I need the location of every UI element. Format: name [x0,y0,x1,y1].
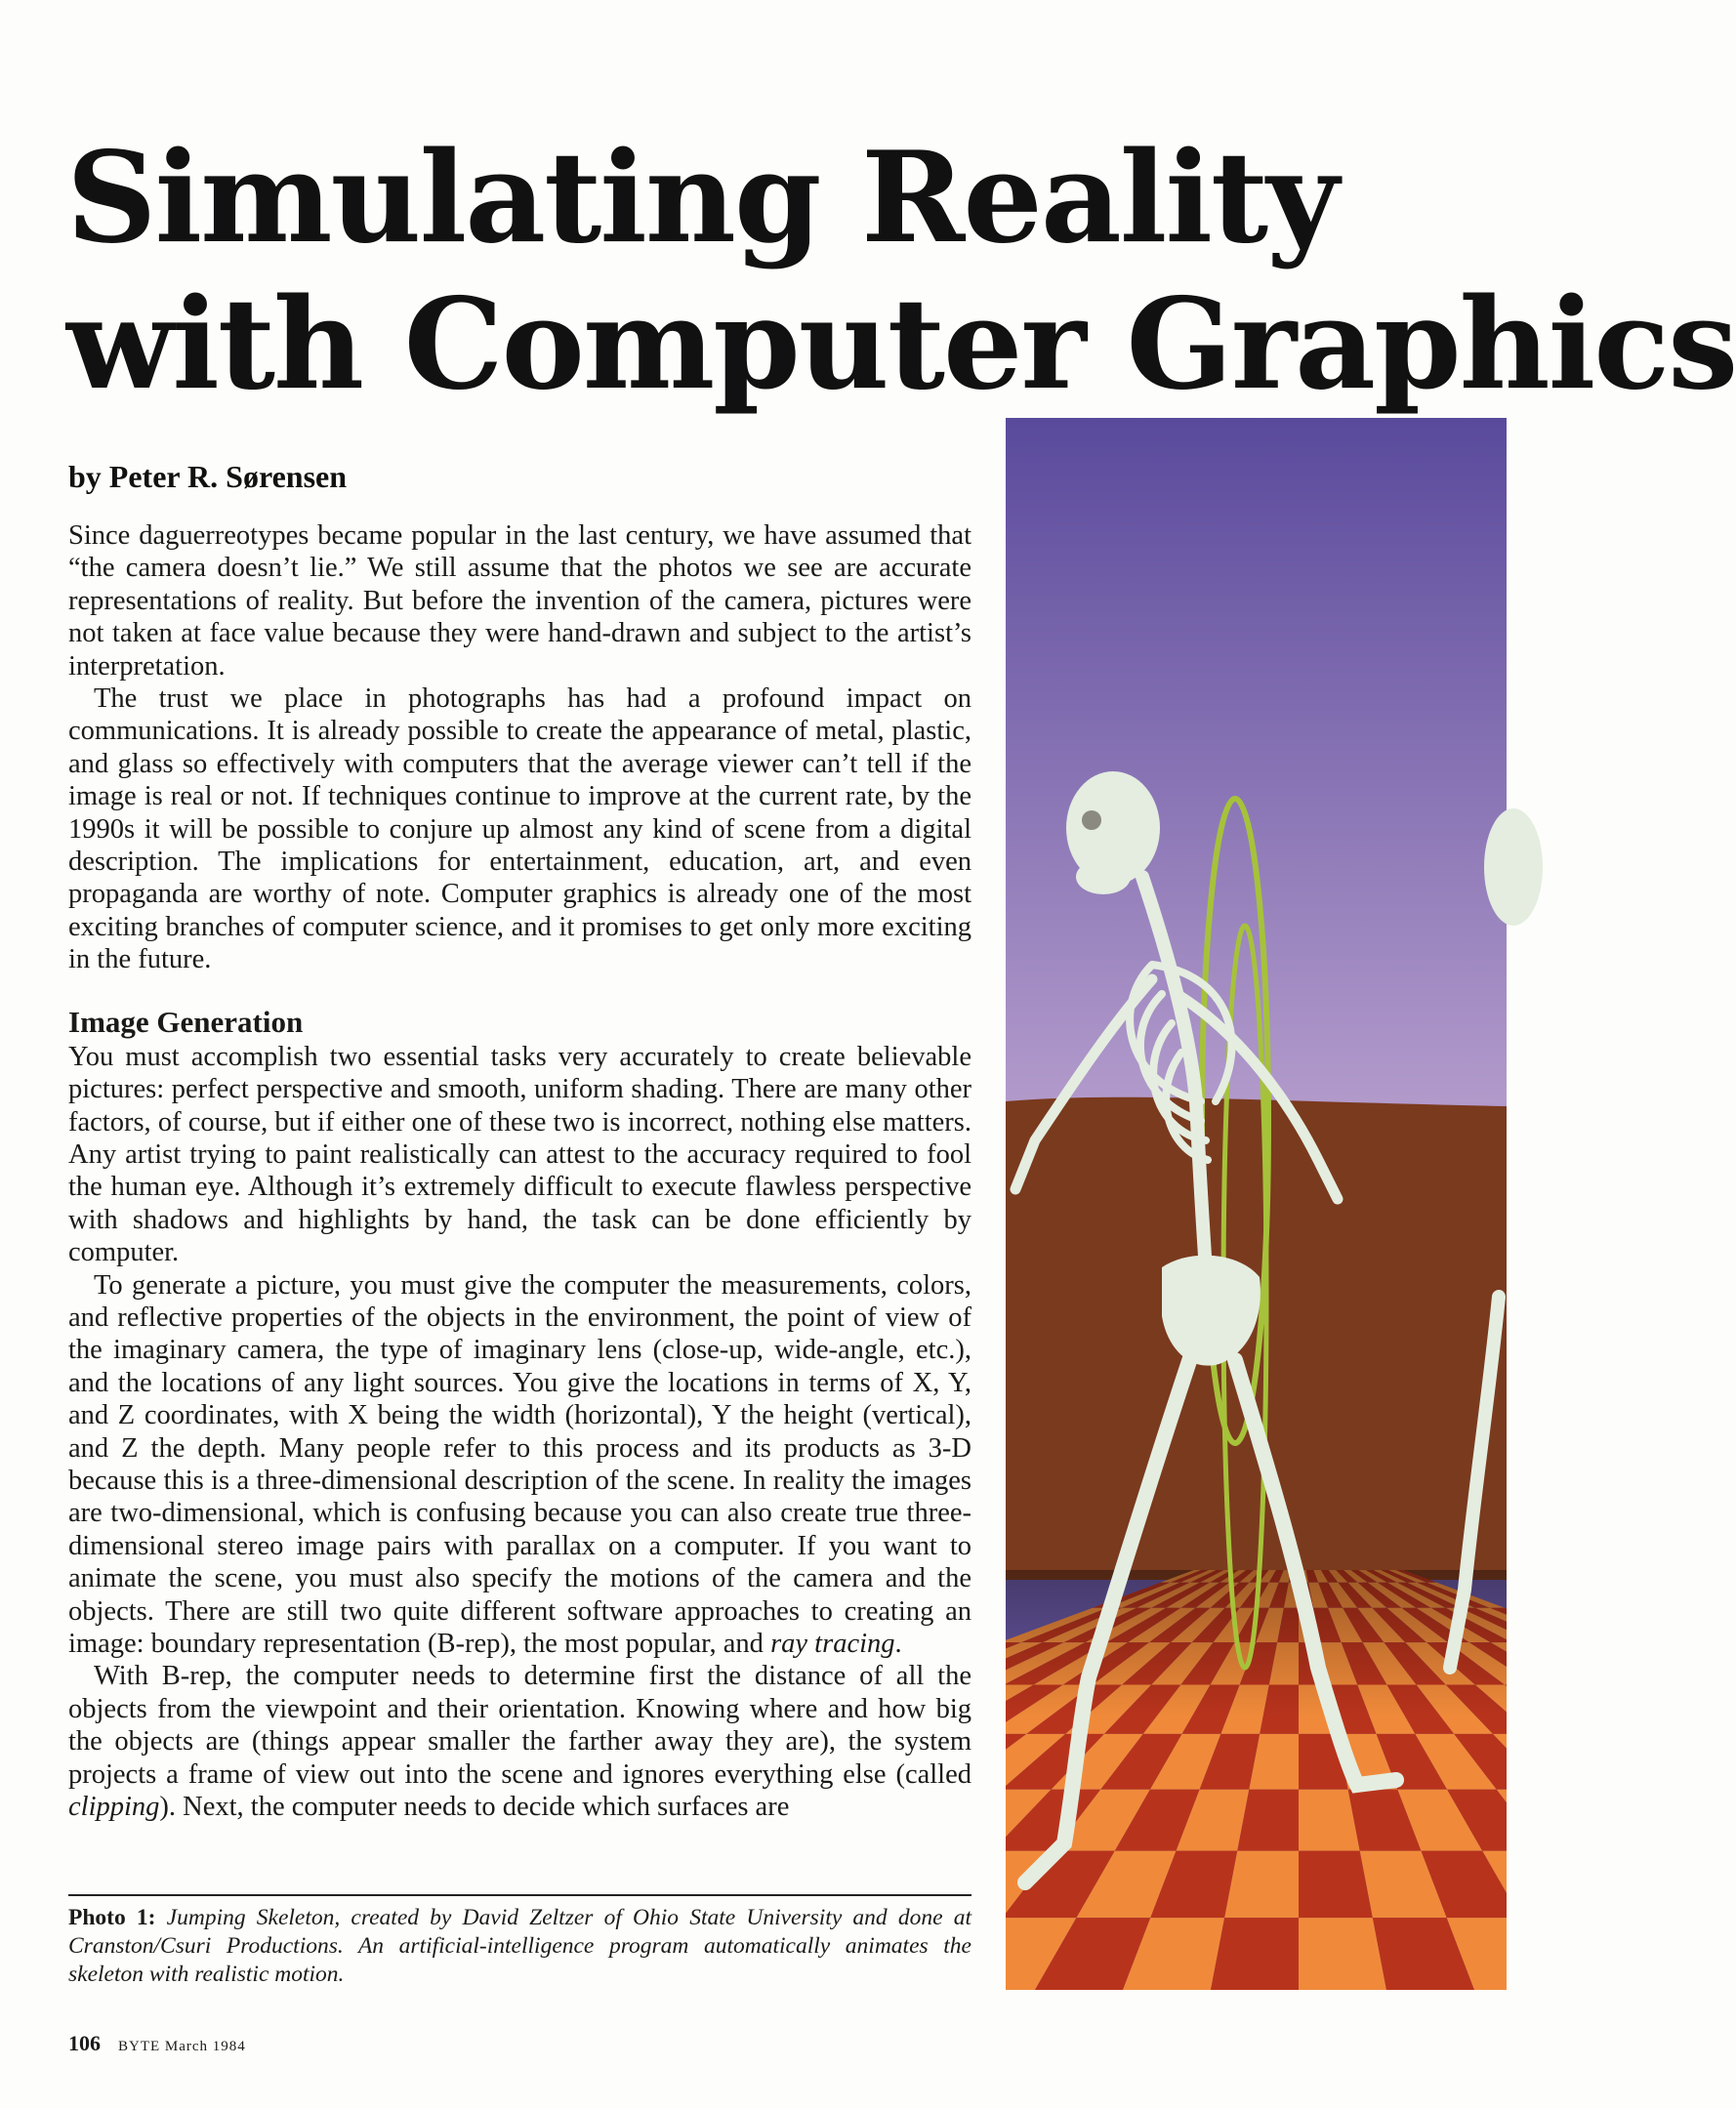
clipping-term: clipping [68,1792,160,1823]
page-number: 106 [68,2031,101,2055]
paragraph-section-2-end: . [894,1629,902,1659]
paragraph-section-3-text: With B-rep, the computer needs to determine first the distance of all the objects from the viewpoint and their orientation. Knowing where and how big the objects are (things appear smaller the farther away they are), the system projects a frame of view out into the scene and ignores everything else (called [68,1661,971,1790]
ray-tracing-term: ray tracing [770,1629,895,1659]
floor-tile [1576,1642,1711,1684]
title-line-2: with Computer Graphics [66,271,1736,418]
floor-tile [1666,1851,1736,1919]
floor-tile [1571,1734,1695,1790]
jaw [1076,859,1131,894]
paragraph-section-3 [68,1660,971,1823]
page-footer [68,2031,246,2056]
skeleton-photo [1006,418,1507,1990]
floor-tile [1605,1851,1736,1919]
section-heading: Image Generation [68,1004,304,1039]
floor-tile [1648,1734,1736,1790]
floor-tile [1681,1684,1736,1733]
title-line-1: Simulating Reality [66,125,1338,271]
paragraph-section-1: You must accomplish two essential tasks very accurately to create believable pictures: perfect perspective and smooth, uniform shading. There are many other factors, of course, but if either one of these two is incorrect, nothing else matters. Any artist trying to paint realistically can attest to the accuracy required to fool the human eye. Although it’s extremely difficult to execute flawless perspective with shadows and highlights by hand, the task can be done efficiently by computer. [68,1041,971,1268]
floor-tile [1512,1642,1623,1684]
floor-tile [1505,1684,1609,1733]
paragraph-intro-2: The trust we place in photographs has had a profound impact on communications. It is already possible to create the appearance of metal, plastic, and glass so effectively with computers that the average viewer can’t tell if the image is real or not. If techniques continue to improve at the current rate, by the 1990s it will be possible to conjure up almost any kind of scene from a digital description. The implications for entertainment, education, art, and even propaganda are worthy of note. Computer graphics is already one of the most exciting branches of computer science, and it promises to get only more exciting in the future. [68,683,971,975]
floor-tile [1609,1734,1736,1790]
paragraph-section-2-text: To generate a picture, you must give the computer the measurements, colors, and reflective properties of the objects in the environment, the point of view of the imaginary camera, the type of imaginary lens (close-up, wide-angle, etc.), and the locations of any light sources. You give the locations in terms of X, Y, and Z coordinates, with X being the width (horizontal), Y the height (vertical), and Z the depth. Many people refer to this process and its products as 3-D because this is a three-dimensional description of the scene. In reality the images are two-dimensional, which is confusing because you can also create true three-dimensional stereo image pairs with parallax on a computer. If you want to animate the scene, you must also specify the motions of the camera and the objects. There are still two quite different software approaches to creating an image: boundary representation (B-rep), the most popular, and [68,1269,971,1659]
paragraph-section-3-end: ). Next, the computer needs to decide which surfaces are [159,1792,790,1823]
photo-caption [68,1904,971,1989]
floor-tile [1623,1684,1736,1733]
floor-tile [1563,1684,1687,1733]
caption-divider [68,1894,971,1896]
floor-tile [1544,1851,1669,1919]
floor-tile [1595,1790,1727,1851]
caption-text: Jumping Skeleton, created by David Zeltzer of Ohio State University and done at Cranston/Csuri Productions. An artificial-intelligence program automatically animates the skeleton with realistic motion. [68,1905,971,1987]
skeleton-illustration [1006,418,1507,1990]
byline: by Peter R. Sørensen [68,459,348,494]
floor-tile [1652,1684,1736,1733]
floor-tile [1695,1790,1736,1851]
floor-tile [1687,1734,1736,1790]
desert-hills [1006,1097,1507,1580]
paragraph-intro-1: Since daguerreotypes became popular in the last century, we have assumed that “the camera doesn’t lie.” We still assume that the photos we see are accurate representations of reality. But before the invention of the camera, pictures were not taken at face value because they were hand-drawn and subject to the artist’s interpretation. [68,520,971,682]
floor-tile [1727,1851,1736,1919]
floor-tile [1546,1790,1666,1851]
paragraph-section-2 [68,1269,971,1661]
sky [1006,418,1507,1121]
floor-tile [1533,1642,1651,1684]
article-body [68,519,971,1823]
floor-tile [1493,1734,1595,1790]
magazine-issue: BYTE March 1984 [118,2039,246,2054]
article-title [66,125,1736,418]
floor-tile [1497,1790,1605,1851]
floor-tile [1534,1684,1648,1733]
floor-tile [1593,1684,1726,1733]
floor-tile [1554,1642,1681,1684]
floor-tile [1645,1790,1736,1851]
floor-tile [1521,1918,1650,1990]
eye-socket [1082,810,1101,830]
floor-tile [1594,1918,1736,1990]
floor-tile [1532,1734,1645,1790]
floor-tile [1669,1918,1736,1990]
floor-tile [1726,1734,1736,1790]
caption-label: Photo 1: [68,1905,156,1930]
